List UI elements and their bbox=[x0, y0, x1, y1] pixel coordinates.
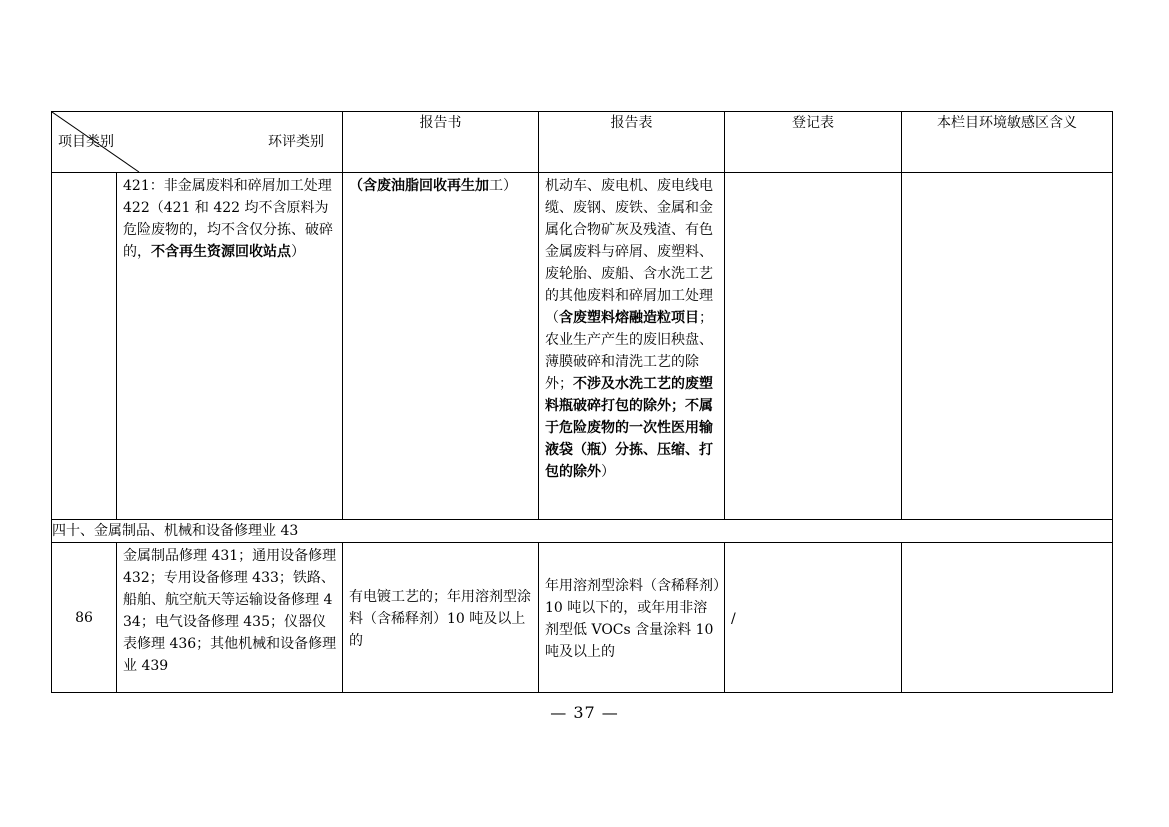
table-row bbox=[52, 173, 1113, 520]
row1-report-form-text1: 机动车、废电机、废电线电缆、废钢、废铁、金属和金属化合物矿灰及残渣、有色金属废料与碎屑、废塑料、废轮胎、废船、含水洗工艺的其他废料和碎屑加工处理（ bbox=[545, 178, 713, 326]
row2-report-form-text: 年用溶剂型涂料（含稀释剂）10 吨以下的，或年用非溶剂型低 VOCs 含量涂料 10 吨及以上的 bbox=[545, 577, 720, 660]
corner-right-label: 环评类别 bbox=[268, 134, 324, 150]
header-report-book: 报告书 bbox=[343, 112, 539, 173]
table-row bbox=[52, 543, 1113, 693]
row1-category-text: 421：非金属废料和碎屑加工处理 422（421 和 422 均不含原料为危险废物的，均不含仅分拣、破碎的， bbox=[123, 178, 333, 260]
row2-category-text: 金属制品修理 431；通用设备修理 432；专用设备修理 433；铁路、船舶、航空航天等运输设备修理 434；电气设备修理 435；仪器仪表修理 436；其他机械和设备修理业 439 bbox=[123, 548, 337, 674]
row1-report-form-bold2: 不涉及水洗工艺的废塑料瓶破碎打包的除外；不属于危险废物的一次性医用输液袋（瓶）分拣、压缩、打包的除外 bbox=[545, 376, 713, 480]
row2-report-book bbox=[343, 543, 539, 693]
row1-category bbox=[117, 173, 343, 520]
row2-num: 86 bbox=[52, 543, 117, 693]
header-register: 登记表 bbox=[725, 112, 902, 173]
row1-report-book bbox=[343, 173, 539, 520]
row2-report-book-text: 有电镀工艺的；年用溶剂型涂料（含稀释剂）10 吨及以上的 bbox=[349, 588, 531, 649]
row1-report-form bbox=[539, 173, 725, 520]
row2-sensitive bbox=[902, 543, 1113, 693]
corner-left-label: 项目类别 bbox=[58, 134, 114, 150]
header-row bbox=[52, 112, 1113, 173]
row1-report-form-bold1: 含废塑料熔融造粒项目 bbox=[559, 310, 699, 326]
row1-sensitive bbox=[902, 173, 1113, 520]
section-title: 四十、金属制品、机械和设备修理业 43 bbox=[52, 520, 1113, 543]
section-row bbox=[52, 520, 1113, 543]
header-report-form: 报告表 bbox=[539, 112, 725, 173]
row2-report-form bbox=[539, 543, 725, 693]
classification-table bbox=[51, 111, 1113, 693]
row1-category-bold: 不含再生资源回收站点 bbox=[151, 244, 291, 260]
row1-report-book-bold: （含废油脂回收再生加 bbox=[349, 178, 489, 194]
page-number: — 37 — bbox=[550, 703, 619, 722]
row1-report-form-text2: ；农业生产产生的废旧秧盘、薄膜破碎和清洗工艺的除外； bbox=[545, 310, 713, 392]
row2-register bbox=[725, 543, 902, 693]
row2-category bbox=[117, 543, 343, 693]
row2-register-text: / bbox=[731, 610, 736, 627]
header-corner-cell bbox=[52, 112, 343, 173]
row1-category-tail: ） bbox=[291, 244, 305, 260]
row1-register bbox=[725, 173, 902, 520]
row1-num bbox=[52, 173, 117, 520]
row1-report-form-text3: ） bbox=[601, 464, 615, 480]
header-sensitive: 本栏目环境敏感区含义 bbox=[902, 112, 1113, 173]
row1-report-book-tail: 工） bbox=[489, 178, 517, 194]
